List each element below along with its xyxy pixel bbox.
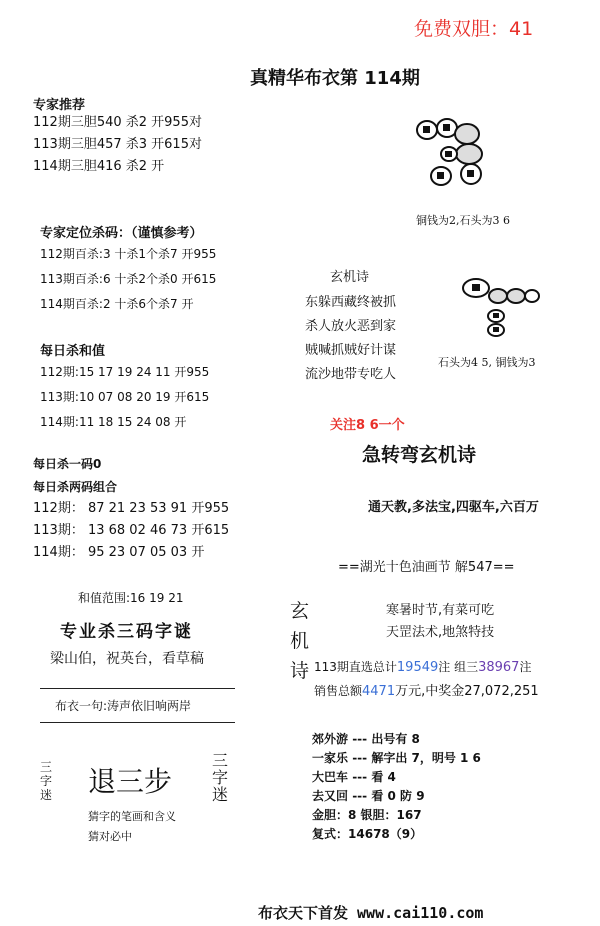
hints-list xyxy=(312,730,481,844)
sales-line xyxy=(314,680,539,699)
sales-text: 注 组三 xyxy=(438,660,479,674)
poem-heading: 玄机诗 xyxy=(330,270,370,285)
coins-stones-picture xyxy=(460,272,540,342)
urgent-poem-title: 急转弯玄机诗 xyxy=(362,444,477,466)
expert-line: 113期三胆457 杀3 开615对 xyxy=(33,137,202,152)
position-kill-line: 112期百杀:3 十杀1个杀7 开955 xyxy=(40,247,217,261)
hint-item xyxy=(312,825,481,844)
riddle-hint: 猜对必中 xyxy=(88,830,132,843)
hint-key: 金胆 xyxy=(312,808,337,822)
coins-stones-picture xyxy=(405,112,495,192)
riddle-side-right: 三字迷 xyxy=(212,751,229,804)
hint-value: --- 出号有 8 xyxy=(352,732,420,746)
poem-line: 贼喊抓贼好计谋 xyxy=(305,343,397,358)
urgent-poem-line: 通天教,多法宝,四驱车,六百万 xyxy=(368,500,539,515)
hint-key: 一家乐 xyxy=(312,751,349,765)
expert-list xyxy=(33,112,202,178)
riddle-side-left: 三字迷 xyxy=(40,760,53,802)
riddle-main: 退三步 xyxy=(88,765,173,798)
sum-range: 和值范围:16 19 21 xyxy=(78,591,184,605)
focus-numbers: 关注8 6一个 xyxy=(330,418,405,433)
sum-kill-line: 113期:10 07 08 20 19 开615 xyxy=(40,390,210,404)
xuanji-vertical xyxy=(290,596,309,686)
divider xyxy=(40,722,235,723)
kill-two-line: 114期： 95 23 07 05 03 开 xyxy=(33,545,205,560)
kill-two-heading: 每日杀两码组合 xyxy=(33,480,118,494)
sales-text: 注 xyxy=(519,660,532,674)
sales-text: 万元,中奖金27,072,251 xyxy=(395,684,539,699)
footer-source: 布衣天下首发 www.cai110.com xyxy=(258,904,484,922)
poem-line: 杀人放火恶到家 xyxy=(305,319,397,334)
hint-item xyxy=(312,749,481,768)
hint-key: 郊外游 xyxy=(312,732,349,746)
position-kill-heading: 专家定位杀码：（谨慎参考） xyxy=(40,226,203,241)
coins-caption: 石头为4 5, 铜钱为3 xyxy=(438,356,536,369)
sales-line xyxy=(314,658,531,675)
kill-two-line: 113期： 13 68 02 46 73 开615 xyxy=(33,523,230,538)
hint-item xyxy=(312,787,481,806)
sales-number: 19549 xyxy=(396,660,439,675)
sales-number: 38967 xyxy=(478,660,520,675)
expert-heading: 专家推荐 xyxy=(33,98,86,113)
free-double-pick: 免费双胆：41 xyxy=(414,18,534,40)
sum-kill-heading: 每日杀和值 xyxy=(40,344,106,359)
poem-line: 流沙地带专吃人 xyxy=(305,367,397,382)
painting-festival-line: ==湖光十色油画节 解547== xyxy=(338,560,515,575)
riddle-hint: 猜字的笔画和含义 xyxy=(88,810,176,823)
kill-two-list xyxy=(33,498,229,564)
position-kill-line: 113期百杀:6 十杀2个杀0 开615 xyxy=(40,272,217,286)
hint-value: ：8 银胆：167 xyxy=(336,808,422,822)
sales-text: 销售总额 xyxy=(314,684,363,698)
riddle-box-title: 专业杀三码字谜 xyxy=(60,622,193,642)
hint-item xyxy=(312,768,481,787)
xuanji-char: 玄 xyxy=(290,600,310,622)
position-kill-list xyxy=(40,242,216,317)
buyi-one-line: 布衣一句:涛声依旧响两岸 xyxy=(55,699,192,713)
xuanji-line: 寒暑时节,有菜可吃 xyxy=(386,603,495,618)
divider xyxy=(40,688,235,689)
poem-lines xyxy=(305,291,396,387)
xuanji-char: 诗 xyxy=(290,660,310,682)
hint-value: --- 看 0 防 9 xyxy=(352,789,425,803)
kill-two-line: 112期： 87 21 23 53 91 开955 xyxy=(33,501,230,516)
coins-caption: 铜钱为2,石头为3 6 xyxy=(416,214,510,227)
hint-item xyxy=(312,806,481,825)
hint-key: 去又回 xyxy=(312,789,349,803)
expert-line: 112期三胆540 杀2 开955对 xyxy=(33,115,202,130)
hint-key: 复式 xyxy=(312,827,337,841)
hint-value: --- 解字出 7，明号 1 6 xyxy=(352,751,481,765)
expert-line: 114期三胆416 杀2 开 xyxy=(33,159,165,174)
hint-value: --- 看 4 xyxy=(352,770,396,784)
sales-text: 113期直选总计 xyxy=(314,660,397,674)
hint-value: ：14678（9） xyxy=(336,827,423,841)
sum-kill-line: 112期:15 17 19 24 11 开955 xyxy=(40,365,210,379)
xuanji-lines xyxy=(386,600,494,644)
poem-line: 东躲西藏终被抓 xyxy=(305,295,397,310)
hint-item xyxy=(312,730,481,749)
sum-kill-list xyxy=(40,360,209,435)
hint-key: 大巴车 xyxy=(312,770,349,784)
position-kill-line: 114期百杀:2 十杀6个杀7 开 xyxy=(40,297,194,311)
riddle-box-text: 梁山伯，祝英台，看草稿 xyxy=(50,651,204,667)
xuanji-char: 机 xyxy=(290,630,310,652)
sum-kill-line: 114期:11 18 15 24 08 开 xyxy=(40,415,187,429)
xuanji-line: 天罡法术,地煞特技 xyxy=(386,625,495,640)
page-title: 真精华布衣第 114期 xyxy=(250,68,420,89)
kill-one-code: 每日杀一码0 xyxy=(33,457,102,471)
sales-number: 4471 xyxy=(362,684,396,699)
